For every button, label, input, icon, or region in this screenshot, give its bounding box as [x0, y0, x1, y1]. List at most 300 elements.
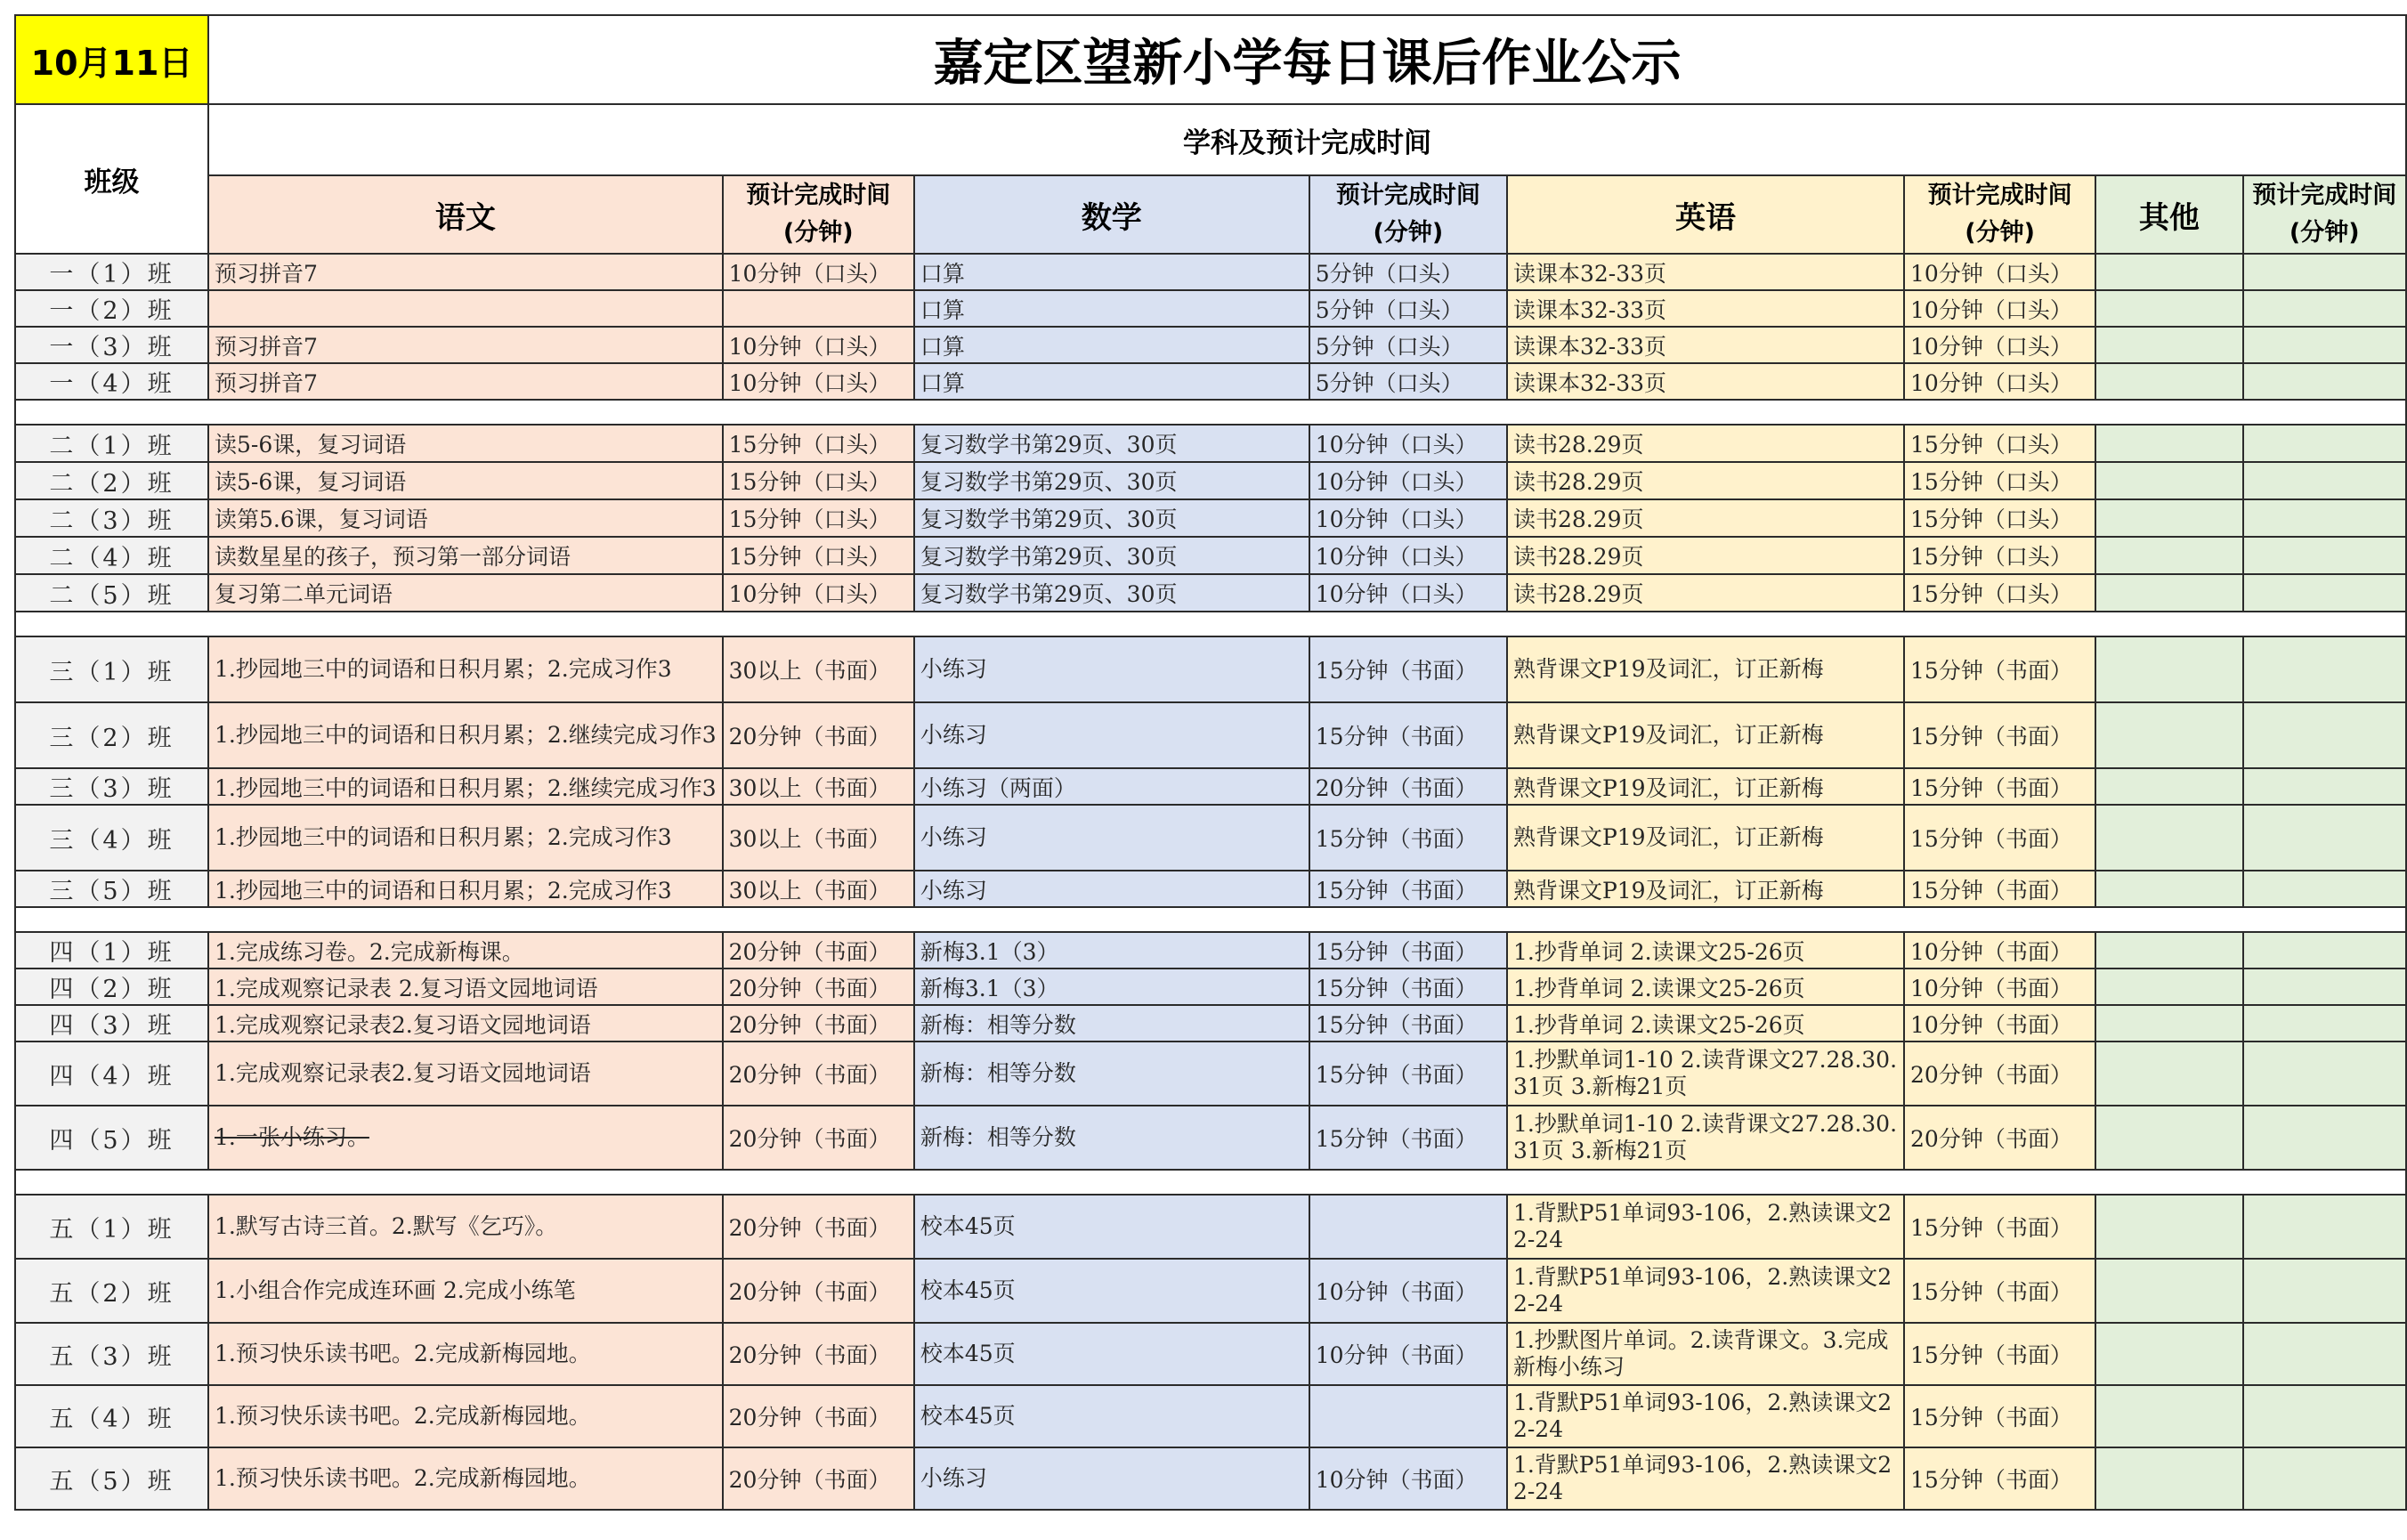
math-homework-cell[interactable]: [914, 254, 1309, 290]
other-homework-cell[interactable]: [2095, 1195, 2242, 1259]
other-time-cell[interactable]: [2243, 499, 2407, 537]
english-homework-cell[interactable]: [1507, 1195, 1904, 1259]
english-homework-cell[interactable]: [1507, 363, 1904, 400]
class-cell[interactable]: [15, 574, 208, 612]
cell-text: 1.背默P51单词93-106，2.熟读课文22-24: [1512, 1390, 1892, 1442]
cell-text: 小练习: [920, 877, 987, 904]
chinese-time-cell[interactable]: [723, 290, 914, 327]
math-homework-cell[interactable]: [914, 969, 1309, 1005]
other-time-cell[interactable]: [2243, 636, 2407, 702]
other-time-cell[interactable]: [2243, 702, 2407, 768]
math-time-cell[interactable]: [1309, 636, 1507, 702]
cell-text: 小练习（两面）: [920, 774, 1076, 801]
math-time-cell[interactable]: [1309, 702, 1507, 768]
other-homework-cell[interactable]: [2095, 425, 2242, 462]
cell-text: 15分钟（书面）: [1910, 774, 2072, 801]
math-homework-cell[interactable]: [914, 1195, 1309, 1259]
chinese-time-cell[interactable]: [723, 425, 914, 462]
page-title[interactable]: 嘉定区望新小学每日课后作业公示: [208, 15, 2406, 104]
cell-text: 1.抄园地三中的词语和日积月累；2.完成习作3: [215, 877, 672, 904]
class-cell[interactable]: [15, 537, 208, 574]
table-row: [15, 1042, 2406, 1106]
class-cell[interactable]: [15, 969, 208, 1005]
class-cell[interactable]: [15, 1005, 208, 1042]
english-homework-cell[interactable]: [1507, 871, 1904, 907]
chinese-time-cell[interactable]: [723, 932, 914, 969]
grade-spacer-row: [15, 907, 2406, 932]
grade-spacer-row: [15, 612, 2406, 636]
cell-text: 三（1）班: [49, 658, 174, 686]
chinese-homework-cell[interactable]: [208, 871, 723, 907]
math-homework-cell[interactable]: [914, 1042, 1309, 1106]
english-time-cell[interactable]: [1904, 871, 2095, 907]
table-row: [15, 636, 2406, 702]
cell-text: 二（3）班: [49, 507, 174, 535]
other-time-cell[interactable]: [2243, 969, 2407, 1005]
math-time-cell[interactable]: [1309, 254, 1507, 290]
cell-text: 1.小组合作完成连环画 2.完成小练笔: [215, 1277, 576, 1303]
math-homework-cell[interactable]: [914, 932, 1309, 969]
class-cell[interactable]: [15, 871, 208, 907]
math-time-cell[interactable]: [1309, 768, 1507, 805]
other-homework-cell[interactable]: [2095, 462, 2242, 499]
chinese-homework-cell[interactable]: [208, 1195, 723, 1259]
other-header[interactable]: 其他: [2095, 175, 2242, 254]
math-homework-cell[interactable]: [914, 1259, 1309, 1323]
english-homework-cell[interactable]: [1507, 499, 1904, 537]
other-homework-cell[interactable]: [2095, 363, 2242, 400]
chinese-homework-cell[interactable]: [208, 327, 723, 363]
cell-text: 10分钟（书面）: [1315, 1279, 1478, 1305]
math-time-cell[interactable]: [1309, 537, 1507, 574]
math-time-cell[interactable]: [1309, 574, 1507, 612]
english-homework-cell[interactable]: [1507, 636, 1904, 702]
cell-text: 10分钟（口头）: [1910, 333, 2072, 360]
english-time-cell[interactable]: [1904, 969, 2095, 1005]
class-cell[interactable]: [15, 462, 208, 499]
english-homework-cell[interactable]: [1507, 574, 1904, 612]
chinese-homework-cell[interactable]: [208, 969, 723, 1005]
other-homework-cell[interactable]: [2095, 702, 2242, 768]
english-time-cell[interactable]: [1904, 537, 2095, 574]
english-homework-cell[interactable]: [1507, 969, 1904, 1005]
chinese-homework-cell[interactable]: [208, 1106, 723, 1170]
math-homework-cell[interactable]: [914, 327, 1309, 363]
math-time-cell[interactable]: [1309, 969, 1507, 1005]
cell-text: 校本45页: [920, 1341, 1016, 1366]
cell-text: 预习拼音7: [215, 369, 318, 396]
math-homework-cell[interactable]: [914, 1447, 1309, 1510]
date-cell[interactable]: 10月11日: [15, 15, 208, 104]
cell-text: 1.完成观察记录表2.复习语文园地词语: [215, 1011, 591, 1038]
math-time-cell[interactable]: [1309, 327, 1507, 363]
other-time-cell[interactable]: [2243, 254, 2407, 290]
chinese-homework-cell[interactable]: [208, 1447, 723, 1510]
english-homework-cell[interactable]: [1507, 1106, 1904, 1170]
cell-text: 三（5）班: [49, 878, 174, 905]
math-homework-cell[interactable]: [914, 1106, 1309, 1170]
english-homework-cell[interactable]: [1507, 537, 1904, 574]
english-time-cell[interactable]: [1904, 1195, 2095, 1259]
english-time-cell[interactable]: [1904, 768, 2095, 805]
math-homework-cell[interactable]: [914, 290, 1309, 327]
english-homework-cell[interactable]: [1507, 425, 1904, 462]
class-cell[interactable]: [15, 290, 208, 327]
english-homework-cell[interactable]: [1507, 1323, 1904, 1385]
chinese-homework-cell[interactable]: [208, 1042, 723, 1106]
cell-text: 15分钟（书面）: [1315, 877, 1478, 904]
other-time-cell[interactable]: [2243, 1323, 2407, 1385]
cell-text: 一（1）班: [49, 261, 174, 288]
chinese-time-cell[interactable]: [723, 636, 914, 702]
english-time-cell[interactable]: [1904, 805, 2095, 871]
cell-text: 10分钟（口头）: [1315, 432, 1478, 458]
chinese-homework-cell[interactable]: [208, 425, 723, 462]
math-time-cell[interactable]: [1309, 1195, 1507, 1259]
cell-text: 新梅：相等分数: [920, 1060, 1076, 1086]
chinese-time-cell[interactable]: [723, 499, 914, 537]
cell-text: 20分钟（书面）: [728, 1215, 891, 1241]
english-time-cell[interactable]: [1904, 499, 2095, 537]
cell-text: 三（4）班: [49, 826, 174, 855]
cell-text: 1.完成练习卷。2.完成新梅课。: [215, 938, 524, 965]
cell-text: 5分钟（口头）: [1315, 260, 1463, 287]
math-time-cell[interactable]: [1309, 462, 1507, 499]
math-time-cell[interactable]: [1309, 1005, 1507, 1042]
cell-text: 15分钟（书面）: [1315, 975, 1478, 1001]
other-homework-cell[interactable]: [2095, 290, 2242, 327]
table-row: [15, 932, 2406, 969]
chinese-time-cell[interactable]: [723, 574, 914, 612]
table-row: [15, 1195, 2406, 1259]
cell-text: 小练习: [920, 1465, 987, 1491]
other-homework-cell[interactable]: [2095, 1042, 2242, 1106]
math-time-cell[interactable]: [1309, 290, 1507, 327]
chinese-time-cell[interactable]: [723, 1005, 914, 1042]
class-cell[interactable]: [15, 932, 208, 969]
english-homework-cell[interactable]: [1507, 702, 1904, 768]
other-homework-cell[interactable]: [2095, 254, 2242, 290]
cell-text: 10分钟（口头）: [1315, 544, 1478, 570]
english-time-cell[interactable]: [1904, 462, 2095, 499]
subjects-header[interactable]: 学科及预计完成时间: [208, 104, 2406, 175]
chinese-time-cell[interactable]: [723, 462, 914, 499]
chinese-homework-cell[interactable]: [208, 290, 723, 327]
chinese-homework-cell[interactable]: [208, 254, 723, 290]
english-homework-cell[interactable]: [1507, 1042, 1904, 1106]
other-homework-cell[interactable]: [2095, 805, 2242, 871]
english-time-cell[interactable]: [1904, 932, 2095, 969]
cell-text: 1.预习快乐读书吧。2.完成新梅园地。: [215, 1465, 591, 1491]
english-time-cell[interactable]: [1904, 1106, 2095, 1170]
english-homework-cell[interactable]: [1507, 1005, 1904, 1042]
english-time-cell[interactable]: [1904, 290, 2095, 327]
math-time-cell[interactable]: [1309, 1042, 1507, 1106]
english-header[interactable]: 英语: [1507, 175, 1904, 254]
cell-text: 15分钟（书面）: [1315, 938, 1478, 965]
english-time-cell[interactable]: [1904, 1259, 2095, 1323]
other-time-cell[interactable]: [2243, 462, 2407, 499]
chinese-homework-cell[interactable]: [208, 363, 723, 400]
cell-text: 30以上（书面）: [728, 826, 891, 852]
class-cell[interactable]: [15, 1259, 208, 1323]
cell-text: 10分钟（口头）: [1910, 369, 2072, 396]
chinese-time-cell[interactable]: [723, 1323, 914, 1385]
other-homework-cell[interactable]: [2095, 636, 2242, 702]
other-time-cell[interactable]: [2243, 290, 2407, 327]
chinese-time-cell[interactable]: [723, 871, 914, 907]
math-homework-cell[interactable]: [914, 871, 1309, 907]
class-cell[interactable]: [15, 425, 208, 462]
cell-text: 小练习: [920, 722, 987, 748]
chinese-homework-cell[interactable]: [208, 1005, 723, 1042]
cell-text: 一（2）班: [49, 297, 174, 325]
other-homework-cell[interactable]: [2095, 1259, 2242, 1323]
math-time-cell[interactable]: [1309, 1259, 1507, 1323]
math-homework-cell[interactable]: [914, 462, 1309, 499]
math-time-cell[interactable]: [1309, 1447, 1507, 1510]
other-time-cell[interactable]: [2243, 768, 2407, 805]
english-time-cell[interactable]: [1904, 254, 2095, 290]
spacer-cell: [15, 907, 2406, 932]
other-homework-cell[interactable]: [2095, 969, 2242, 1005]
math-homework-cell[interactable]: [914, 537, 1309, 574]
chinese-homework-cell[interactable]: [208, 702, 723, 768]
chinese-homework-cell[interactable]: [208, 499, 723, 537]
math-time-cell[interactable]: [1309, 1385, 1507, 1447]
class-cell[interactable]: [15, 1323, 208, 1385]
other-time-cell[interactable]: [2243, 871, 2407, 907]
english-homework-cell[interactable]: [1507, 932, 1904, 969]
other-homework-cell[interactable]: [2095, 932, 2242, 969]
cell-text: 读5-6课，复习词语: [215, 469, 407, 495]
cell-text: 读5-6课，复习词语: [215, 432, 407, 458]
chinese-homework-cell[interactable]: [208, 1323, 723, 1385]
math-homework-cell[interactable]: [914, 1323, 1309, 1385]
other-homework-cell[interactable]: [2095, 1447, 2242, 1510]
chinese-homework-cell[interactable]: [208, 574, 723, 612]
other-time-cell[interactable]: [2243, 363, 2407, 400]
class-cell[interactable]: [15, 702, 208, 768]
other-time-cell[interactable]: [2243, 805, 2407, 871]
english-time-cell[interactable]: [1904, 1447, 2095, 1510]
other-time-cell[interactable]: [2243, 537, 2407, 574]
cell-text: 校本45页: [920, 1277, 1016, 1303]
chinese-homework-cell[interactable]: [208, 768, 723, 805]
cell-text: 10分钟（书面）: [1910, 1011, 2072, 1038]
cell-text: 10分钟（口头）: [1910, 296, 2072, 323]
cell-text: 1.一张小练习。: [215, 1124, 369, 1150]
english-homework-cell[interactable]: [1507, 462, 1904, 499]
chinese-time-cell[interactable]: [723, 363, 914, 400]
other-homework-cell[interactable]: [2095, 1005, 2242, 1042]
cell-text: 四（4）班: [49, 1062, 174, 1090]
other-time-cell[interactable]: [2243, 1259, 2407, 1323]
math-homework-cell[interactable]: [914, 636, 1309, 702]
cell-text: 读书28.29页: [1512, 507, 1644, 532]
chinese-time-cell[interactable]: [723, 254, 914, 290]
math-homework-cell[interactable]: [914, 1005, 1309, 1042]
other-homework-cell[interactable]: [2095, 1106, 2242, 1170]
math-header[interactable]: 数学: [914, 175, 1309, 254]
other-homework-cell[interactable]: [2095, 1385, 2242, 1447]
cell-text: 20分钟（书面）: [1910, 1062, 2072, 1088]
cell-text: 口算: [920, 260, 965, 287]
other-homework-cell[interactable]: [2095, 327, 2242, 363]
other-time-cell[interactable]: [2243, 1005, 2407, 1042]
chinese-homework-cell[interactable]: [208, 932, 723, 969]
other-time-cell[interactable]: [2243, 1042, 2407, 1106]
math-homework-cell[interactable]: [914, 363, 1309, 400]
english-time-cell[interactable]: [1904, 1005, 2095, 1042]
other-time-cell[interactable]: [2243, 1385, 2407, 1447]
math-homework-cell[interactable]: [914, 574, 1309, 612]
cell-text: 预习拼音7: [215, 260, 318, 287]
cell-text: 15分钟（书面）: [1910, 658, 2072, 684]
class-cell[interactable]: [15, 805, 208, 871]
cell-text: 1.抄背单词 2.读课文25-26页: [1512, 975, 1805, 1001]
english-time-cell[interactable]: [1904, 1323, 2095, 1385]
cell-text: 10分钟（口头）: [1910, 260, 2072, 287]
other-homework-cell[interactable]: [2095, 871, 2242, 907]
chinese-time-cell[interactable]: [723, 969, 914, 1005]
math-time-cell[interactable]: [1309, 932, 1507, 969]
math-time-cell[interactable]: [1309, 1106, 1507, 1170]
english-time-cell[interactable]: [1904, 574, 2095, 612]
cell-text: 读第5.6课，复习词语: [215, 507, 428, 532]
chinese-time-header[interactable]: 预计完成时间 (分钟): [723, 175, 914, 254]
english-time-cell[interactable]: [1904, 327, 2095, 363]
table-row: [15, 462, 2406, 499]
english-homework-cell[interactable]: [1507, 768, 1904, 805]
chinese-time-cell[interactable]: [723, 537, 914, 574]
math-homework-cell[interactable]: [914, 1385, 1309, 1447]
class-column-header[interactable]: 班级: [15, 104, 208, 254]
math-time-cell[interactable]: [1309, 871, 1507, 907]
cell-text: 五（3）班: [49, 1342, 174, 1371]
class-cell[interactable]: [15, 768, 208, 805]
english-homework-cell[interactable]: [1507, 290, 1904, 327]
math-time-cell[interactable]: [1309, 425, 1507, 462]
table-row: [15, 871, 2406, 907]
chinese-header[interactable]: 语文: [208, 175, 723, 254]
cell-text: 校本45页: [920, 1213, 1016, 1239]
cell-text: 五（5）班: [49, 1467, 174, 1495]
chinese-homework-cell[interactable]: [208, 1259, 723, 1323]
cell-text: 读课本32-33页: [1512, 369, 1667, 396]
cell-text: 复习第二单元词语: [215, 581, 393, 607]
chinese-time-cell[interactable]: [723, 1385, 914, 1447]
cell-text: 10分钟（口头）: [1315, 581, 1478, 607]
table-row: [15, 537, 2406, 574]
english-time-cell[interactable]: [1904, 702, 2095, 768]
other-homework-cell[interactable]: [2095, 768, 2242, 805]
table-row: [15, 425, 2406, 462]
chinese-time-cell[interactable]: [723, 805, 914, 871]
math-homework-cell[interactable]: [914, 425, 1309, 462]
class-cell[interactable]: [15, 363, 208, 400]
math-time-cell[interactable]: [1309, 499, 1507, 537]
other-time-header[interactable]: 预计完成时间 (分钟): [2243, 175, 2407, 254]
english-time-cell[interactable]: [1904, 1042, 2095, 1106]
chinese-time-cell[interactable]: [723, 1259, 914, 1323]
chinese-time-cell[interactable]: [723, 1106, 914, 1170]
class-cell[interactable]: [15, 1042, 208, 1106]
math-time-header[interactable]: 预计完成时间 (分钟): [1309, 175, 1507, 254]
cell-text: 小练习: [920, 656, 987, 682]
chinese-homework-cell[interactable]: [208, 537, 723, 574]
english-time-cell[interactable]: [1904, 1385, 2095, 1447]
class-cell[interactable]: [15, 327, 208, 363]
math-homework-cell[interactable]: [914, 805, 1309, 871]
other-time-cell[interactable]: [2243, 425, 2407, 462]
class-cell[interactable]: [15, 1106, 208, 1170]
math-time-cell[interactable]: [1309, 805, 1507, 871]
english-time-header[interactable]: 预计完成时间 (分钟): [1904, 175, 2095, 254]
math-homework-cell[interactable]: [914, 499, 1309, 537]
math-time-cell[interactable]: [1309, 363, 1507, 400]
other-homework-cell[interactable]: [2095, 537, 2242, 574]
chinese-time-cell[interactable]: [723, 1447, 914, 1510]
chinese-time-cell[interactable]: [723, 327, 914, 363]
class-cell[interactable]: [15, 1385, 208, 1447]
other-time-cell[interactable]: [2243, 932, 2407, 969]
cell-text: 20分钟（书面）: [728, 1011, 891, 1038]
english-homework-cell[interactable]: [1507, 1447, 1904, 1510]
class-cell[interactable]: [15, 1447, 208, 1510]
cell-text: 复习数学书第29页、30页: [920, 581, 1178, 607]
math-homework-cell[interactable]: [914, 702, 1309, 768]
english-homework-cell[interactable]: [1507, 1385, 1904, 1447]
math-time-cell[interactable]: [1309, 1323, 1507, 1385]
chinese-homework-cell[interactable]: [208, 1385, 723, 1447]
cell-text: 5分钟（口头）: [1315, 296, 1463, 323]
chinese-time-cell[interactable]: [723, 768, 914, 805]
english-time-cell[interactable]: [1904, 425, 2095, 462]
english-homework-cell[interactable]: [1507, 254, 1904, 290]
other-time-cell[interactable]: [2243, 1195, 2407, 1259]
english-time-cell[interactable]: [1904, 363, 2095, 400]
english-time-cell[interactable]: [1904, 636, 2095, 702]
table-row: [15, 290, 2406, 327]
other-homework-cell[interactable]: [2095, 574, 2242, 612]
cell-text: 读书28.29页: [1512, 469, 1644, 495]
cell-text: 小练习: [920, 824, 987, 850]
other-homework-cell[interactable]: [2095, 1323, 2242, 1385]
chinese-homework-cell[interactable]: [208, 805, 723, 871]
english-homework-cell[interactable]: [1507, 805, 1904, 871]
math-homework-cell[interactable]: [914, 768, 1309, 805]
cell-text: 读课本32-33页: [1512, 260, 1667, 287]
class-cell[interactable]: [15, 636, 208, 702]
class-cell[interactable]: [15, 499, 208, 537]
chinese-time-cell[interactable]: [723, 702, 914, 768]
english-homework-cell[interactable]: [1507, 327, 1904, 363]
class-cell[interactable]: [15, 1195, 208, 1259]
other-time-cell[interactable]: [2243, 327, 2407, 363]
chinese-homework-cell[interactable]: [208, 636, 723, 702]
other-time-cell[interactable]: [2243, 1106, 2407, 1170]
other-homework-cell[interactable]: [2095, 499, 2242, 537]
other-time-cell[interactable]: [2243, 574, 2407, 612]
other-time-cell[interactable]: [2243, 1447, 2407, 1510]
chinese-time-cell[interactable]: [723, 1042, 914, 1106]
english-homework-cell[interactable]: [1507, 1259, 1904, 1323]
cell-text: 四（3）班: [49, 1012, 174, 1040]
class-cell[interactable]: [15, 254, 208, 290]
chinese-time-cell[interactable]: [723, 1195, 914, 1259]
chinese-homework-cell[interactable]: [208, 462, 723, 499]
